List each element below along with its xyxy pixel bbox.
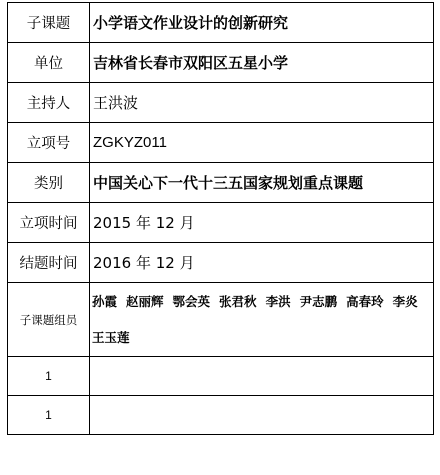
- value-end-date: 2016 年 12 月: [90, 243, 434, 283]
- row-extra-2: [8, 396, 434, 435]
- label-start-date: 立项时间: [8, 203, 90, 243]
- row-unit: [8, 43, 434, 83]
- row-end-date: [8, 243, 434, 283]
- value-host: 王洪波: [90, 83, 434, 123]
- value-members: [90, 283, 434, 357]
- member-name: 王玉莲: [92, 329, 130, 345]
- label-project-number: 立项号: [8, 123, 90, 163]
- label-members: 子课题组员: [8, 283, 90, 357]
- label-extra-2: 1: [8, 396, 90, 435]
- project-info-table: [7, 2, 434, 435]
- value-subproject: 小学语文作业设计的创新研究: [90, 3, 434, 43]
- row-members: [8, 283, 434, 357]
- row-host: [8, 83, 434, 123]
- value-unit: 吉林省长春市双阳区五星小学: [90, 43, 434, 83]
- value-project-number: ZGKYZ011: [90, 123, 434, 163]
- label-category: 类别: [8, 163, 90, 203]
- row-start-date: [8, 203, 434, 243]
- label-unit: 单位: [8, 43, 90, 83]
- member-name: 李洪: [265, 293, 291, 309]
- member-name: 张君秋: [219, 293, 257, 309]
- label-subproject: 子课题: [8, 3, 90, 43]
- value-start-date: 2015 年 12 月: [90, 203, 434, 243]
- label-end-date: 结题时间: [8, 243, 90, 283]
- label-extra-1: 1: [8, 357, 90, 396]
- member-name: 高春玲: [346, 293, 384, 309]
- value-extra-2: [90, 396, 434, 435]
- member-name: 鄂会英: [172, 293, 211, 309]
- member-name: 尹志鹏: [299, 293, 338, 309]
- member-name: 李炎: [392, 293, 418, 309]
- row-subproject: [8, 3, 434, 43]
- member-name: 赵丽辉: [126, 293, 164, 309]
- member-name: 孙霞: [92, 293, 118, 309]
- row-project-number: [8, 123, 434, 163]
- label-host: 主持人: [8, 83, 90, 123]
- value-category: 中国关心下一代十三五国家规划重点课题: [90, 163, 434, 203]
- row-extra-1: [8, 357, 434, 396]
- row-category: [8, 163, 434, 203]
- value-extra-1: [90, 357, 434, 396]
